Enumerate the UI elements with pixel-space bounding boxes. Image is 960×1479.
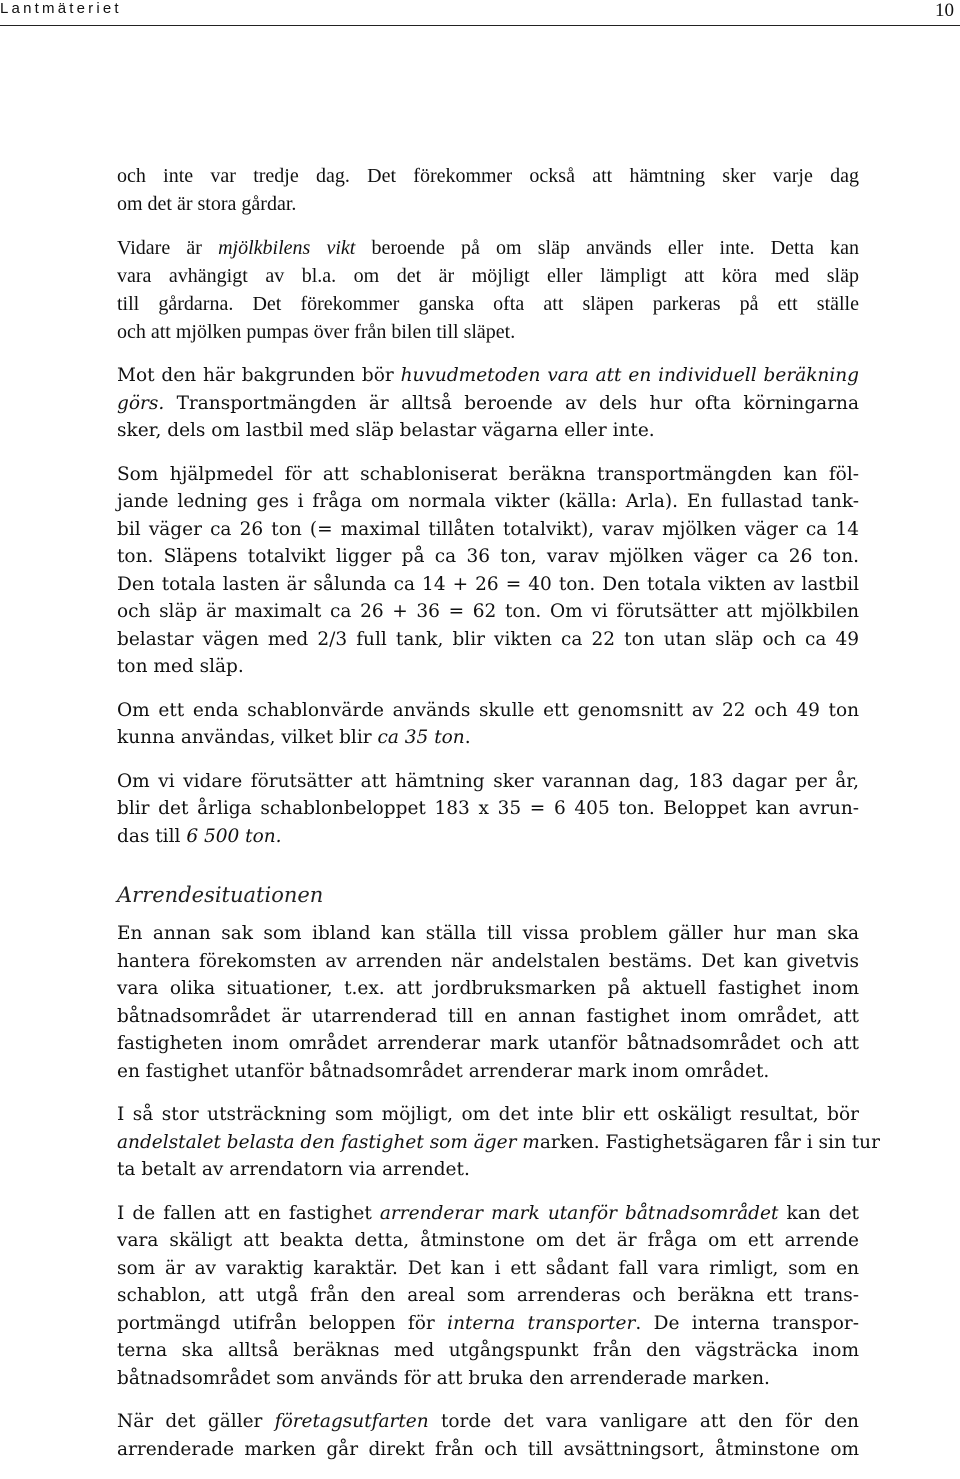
italic-run: interna transporter xyxy=(447,1312,636,1334)
italic-run: arrenderar mark utanför båtnadsområdet xyxy=(379,1202,779,1224)
text-line xyxy=(117,823,859,851)
text-run: portmängd utifrån beloppen för xyxy=(117,1312,448,1334)
text-line xyxy=(117,724,859,752)
italic-run: huvudmetoden vara att en individuell beräkning xyxy=(400,365,859,386)
text-line: som är av varaktig karaktär. Det kan i ett sådant fall vara rimligt, som en xyxy=(117,1257,859,1279)
text-line xyxy=(117,1310,859,1338)
paragraph xyxy=(117,1200,859,1393)
text-line: till gårdarna. Det förekommer ganska ofta att släpen parkeras på ett ställe xyxy=(117,293,859,315)
header-brand: Lantmäteriet xyxy=(0,0,122,17)
text-line xyxy=(117,1200,859,1228)
text-line: båtnadsområdet är utarrenderad till en annan fastighet inom området, att xyxy=(117,1005,859,1027)
paragraph xyxy=(117,162,859,218)
text-line: ton. Släpens totalvikt ligger på ca 36 ton, varav mjölken väger ca 26 ton. xyxy=(117,546,859,567)
document-body xyxy=(117,162,880,1479)
text-line xyxy=(117,362,859,390)
page-header xyxy=(0,0,960,30)
text-run: das till xyxy=(117,825,187,847)
italic-run: 6 500 ton. xyxy=(186,825,282,847)
paragraph xyxy=(117,920,859,1085)
text-line: vara olika situationer, t.ex. att jordbruksmarken på aktuell fastighet inom xyxy=(117,978,859,999)
text-run: . De interna transpor- xyxy=(635,1312,859,1334)
text-line xyxy=(117,234,859,262)
text-run: . xyxy=(464,727,471,748)
text-line: fastigheten inom området arrenderar mark utanför båtnadsområdet och att xyxy=(117,1033,859,1054)
text-line: ton med släp. xyxy=(117,656,244,677)
italic-run: ca 35 ton xyxy=(377,727,465,748)
text-line: sker, dels om lastbil med släp belastar vägarna eller inte. xyxy=(117,420,655,441)
text-line: Om ett enda schablonvärde används skulle ett genomsnitt av 22 och 49 ton xyxy=(117,699,859,721)
text-line: jande ledning ges i fråga om normala vikter (källa: Arla). En fullastad tank- xyxy=(117,491,859,512)
text-line: och släp är maximalt ca 26 + 36 = 62 ton. Om vi förutsätter att mjölkbilen xyxy=(117,601,859,622)
italic-run: företagsutfarten xyxy=(274,1411,429,1432)
text-line: I så stor utsträckning som möjligt, om det inte blir ett oskäligt resultat, bör xyxy=(117,1104,859,1125)
text-line: båtnadsområdet som används för att bruka den arrenderade marken. xyxy=(117,1367,770,1389)
header-rule xyxy=(0,25,960,26)
paragraph xyxy=(117,697,859,752)
text-run: Transportmängden är alltså beroende av dels hur ofta körningarna xyxy=(164,392,859,414)
text-line xyxy=(117,1408,859,1436)
text-line: terna ska alltså beräknas med utgångspunkt från den vägsträcka inom xyxy=(117,1340,859,1361)
paragraph xyxy=(117,362,859,445)
text-run: Mot den här bakgrunden bör xyxy=(117,365,401,386)
italic-run: görs. xyxy=(117,392,165,414)
italic-run: andelstalet belasta den fastighet som äger m xyxy=(117,1131,540,1153)
text-line: ta betalt av arrendatorn via arrendet. xyxy=(117,1159,470,1180)
text-line: vara avhängigt av bl.a. om det är möjligt eller lämpligt att köra med släp xyxy=(117,265,859,287)
text-line: vara skäligt att beakta detta, åtminstone om det är fråga om ett arrende xyxy=(117,1230,859,1251)
text-line: Som hjälpmedel för att schabloniserat beräkna transportmängden kan föl- xyxy=(117,463,859,485)
text-line: schablon, att utgå från den areal som arrenderas och beräkna ett trans- xyxy=(117,1285,859,1306)
text-line: hantera förekomsten av arrenden när andelstalen bestäms. Det kan givetvis xyxy=(117,950,859,972)
page-number: 10 xyxy=(935,0,954,21)
paragraph xyxy=(117,234,859,346)
text-line: om det är stora gårdar. xyxy=(117,193,297,215)
section-heading: Arrendesituationen xyxy=(117,883,324,907)
paragraph xyxy=(117,1408,859,1463)
text-run: kunna användas, vilket blir xyxy=(117,727,378,748)
text-line xyxy=(117,390,859,418)
italic-run: mjölkbilens vikt xyxy=(218,237,356,259)
paragraph xyxy=(117,461,859,681)
text-line: arrenderade marken går direkt från och till avsättningsort, åtminstone om xyxy=(117,1438,859,1460)
text-line: belastar vägen med 2/3 full tank, blir vikten ca 22 ton utan släp och ca 49 xyxy=(117,628,859,650)
paragraph xyxy=(117,768,859,851)
text-run: Vidare är xyxy=(117,237,219,259)
text-line: bil väger ca 26 ton (= maximal tillåten totalvikt), varav mjölken väger ca 14 xyxy=(117,518,859,540)
text-line: och inte var tredje dag. Det förekommer också att hämtning sker varje dag xyxy=(117,165,859,187)
text-run: I de fallen att en fastighet xyxy=(117,1202,380,1224)
text-line: en fastighet utanför båtnadsområdet arrenderar mark inom området. xyxy=(117,1060,770,1082)
text-run: När det gäller xyxy=(117,1411,275,1432)
text-line xyxy=(117,1129,880,1157)
text-line: Den totala lasten är sålunda ca 14 + 26 = 40 ton. Den totala vikten av lastbil xyxy=(117,573,859,595)
paragraph xyxy=(117,1101,880,1184)
text-run: kan det xyxy=(778,1202,859,1224)
text-line: En annan sak som ibland kan ställa till vissa problem gäller hur man ska xyxy=(117,923,859,944)
text-run: torde det vara vanligare att den för den xyxy=(428,1411,859,1432)
text-run: arken. Fastighetsägaren får i sin tur xyxy=(539,1131,880,1153)
text-line: Om vi vidare förutsätter att hämtning sker varannan dag, 183 dagar per år, xyxy=(117,770,859,792)
text-line: blir det årliga schablonbeloppet 183 x 35 = 6 405 ton. Beloppet kan avrun- xyxy=(117,798,859,819)
text-run: beroende på om släp används eller inte. Detta kan xyxy=(355,237,860,259)
text-line: och att mjölken pumpas över från bilen till släpet. xyxy=(117,321,516,343)
